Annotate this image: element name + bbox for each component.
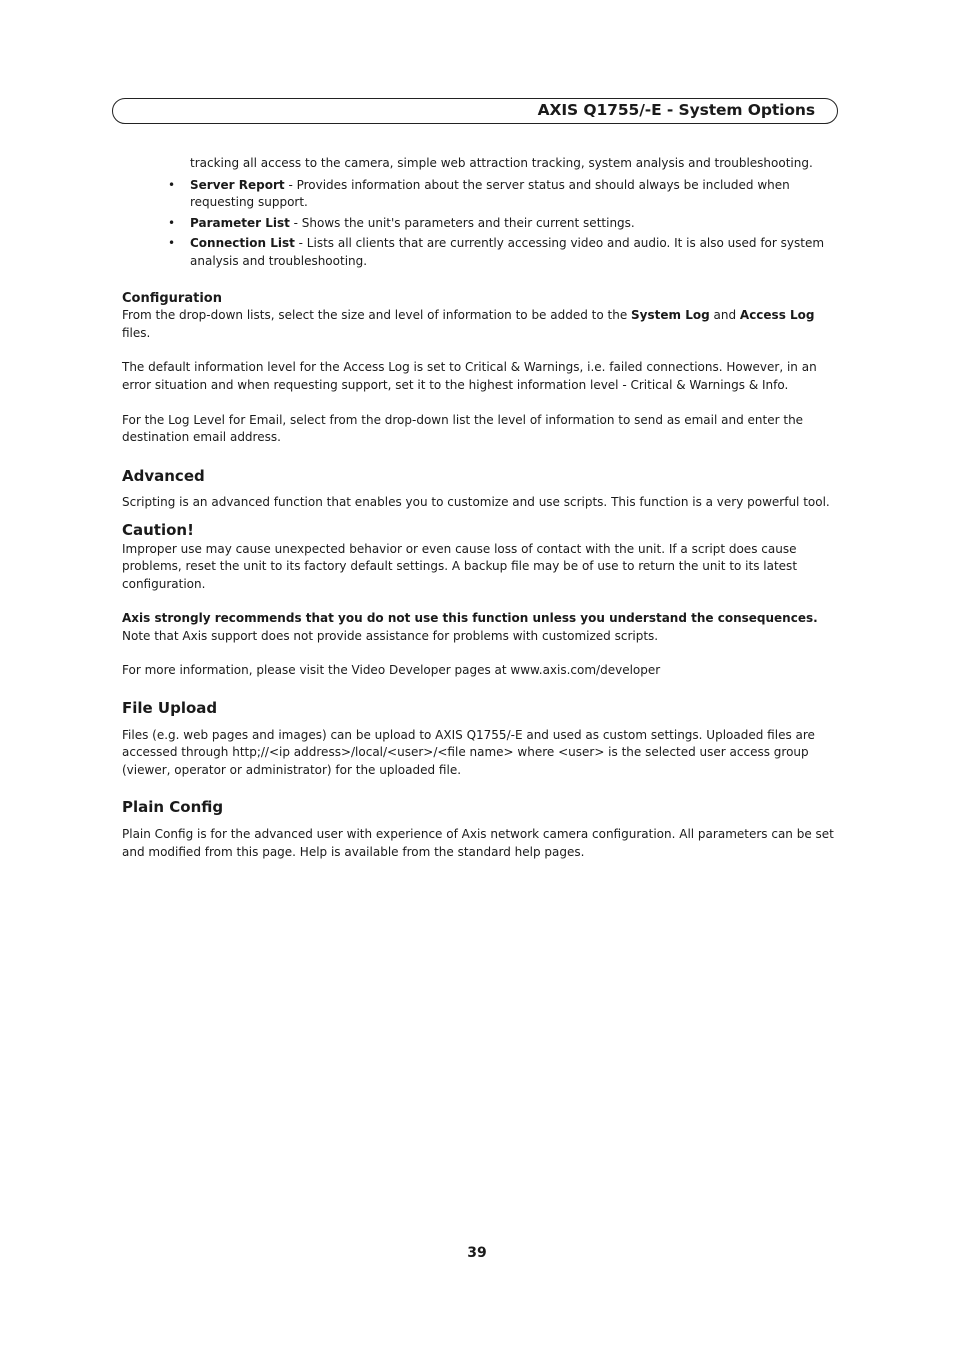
page-number: 39 [467, 1245, 487, 1261]
caution-heading: Caution! [122, 520, 194, 539]
caution-paragraph-3: For more information, please visit the Video Developer pages at www.axis.com/developer [122, 663, 661, 678]
list-item [122, 215, 834, 233]
bullet-term: Parameter List [190, 215, 290, 230]
access-log-term: Access Log [739, 308, 815, 323]
configuration-paragraph-3: For the Log Level for Email, select from the drop-down list the level of information to send as email and enter the destination email address. [122, 412, 804, 445]
bullet-icon: • [168, 215, 176, 230]
advanced-paragraph: Scripting is an advanced function that enables you to customize and use scripts. This function is a very powerful tool. [122, 495, 830, 510]
list-item [122, 177, 834, 212]
bullet-text: - Shows the unit's parameters and their current settings. [289, 215, 635, 230]
file-upload-paragraph: Files (e.g. web pages and images) can be upload to AXIS Q1755/-E and used as custom settings. Uploaded files are accessed through http;//<ip address>/local/<user>/<file name> where <user> is the selected user access group (viewer, operator or administrator) for the uploaded file. [122, 727, 815, 777]
page-header [112, 98, 838, 124]
plain-config-heading: Plain Config [122, 798, 224, 817]
header-title: AXIS Q1755/-E - System Options [537, 101, 815, 119]
list-item [122, 235, 834, 270]
text-run: From the drop-down lists, select the size and level of information to be added to the [122, 308, 632, 323]
configuration-heading: Configuration [122, 290, 222, 306]
bullet-term: Server Report [190, 177, 285, 192]
system-log-term: System Log [631, 308, 710, 323]
text-run: and [709, 308, 740, 323]
bullet-text: - Provides information about the server status and should always be included when requesting support. [190, 177, 790, 210]
caution-warning-text: Axis strongly recommends that you do not use this function unless you understand the consequences. [122, 611, 818, 626]
bullet-icon: • [168, 177, 176, 192]
file-upload-heading: File Upload [122, 699, 218, 718]
caution-paragraph-2 [122, 610, 834, 645]
bullet-term: Connection List [190, 236, 295, 251]
configuration-paragraph-2: The default information level for the Access Log is set to Critical & Warnings, i.e. failed connections. However, in an error situation and when requesting support, set it to the highest information level - Critical & Warnings & Info. [122, 360, 817, 392]
plain-config-paragraph: Plain Config is for the advanced user with experience of Axis network camera configuration. All parameters can be set and modified from this page. Help is available from the standard help pages. [122, 827, 834, 859]
caution-paragraph-1: Improper use may cause unexpected behavior or even cause loss of contact with the unit. If a script does cause problems, reset the unit to its factory default settings. A backup file may be of use to return the unit to its latest configuration. [122, 541, 798, 591]
configuration-paragraph-1 [122, 307, 834, 342]
bullet-text: - Lists all clients that are currently accessing video and audio. It is also used for system analysis and troubleshooting. [190, 236, 825, 268]
report-bullet-list [122, 177, 834, 271]
advanced-heading: Advanced [122, 466, 205, 485]
text-run: files. [122, 325, 151, 340]
intro-continuation: tracking all access to the camera, simple web attraction tracking, system analysis and troubleshooting. [190, 156, 813, 170]
bullet-icon: • [168, 236, 176, 251]
text-run: Note that Axis support does not provide assistance for problems with customized scripts. [122, 628, 659, 643]
page-content [122, 155, 834, 861]
